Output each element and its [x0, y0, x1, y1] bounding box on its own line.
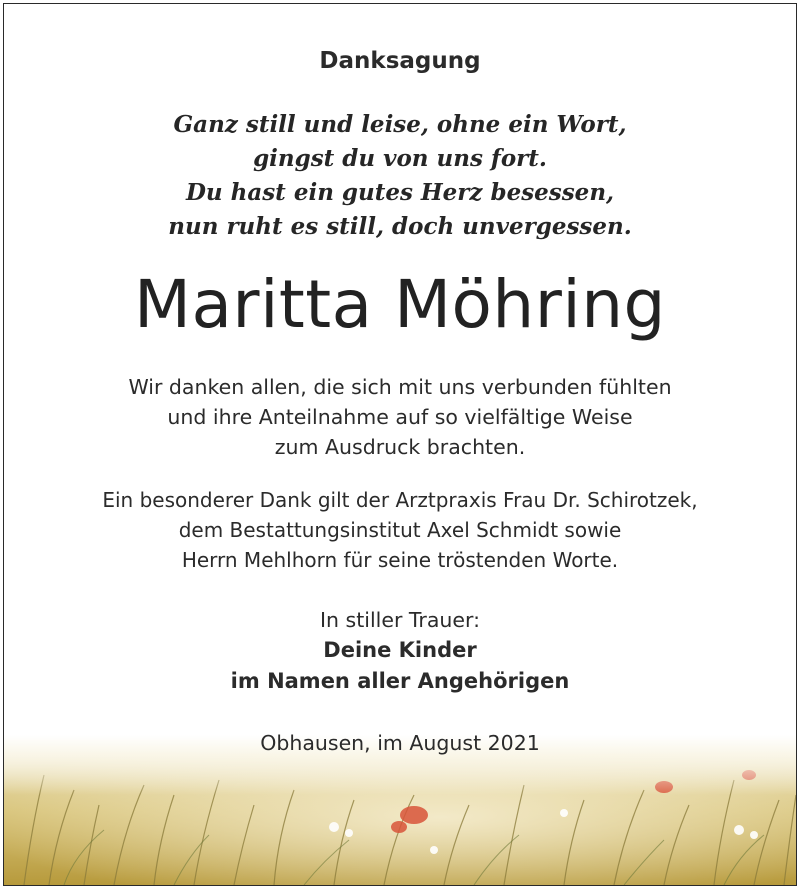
poem: [4, 108, 796, 244]
poem-line: Du hast ein gutes Herz besessen,: [185, 179, 615, 206]
poem-line: Ganz still und leise, ohne ein Wort,: [173, 111, 627, 138]
obituary-card: [3, 3, 797, 886]
text-line: Herrn Mehlhorn für seine tröstenden Worte.: [181, 548, 619, 572]
signoff-mourners: Deine Kinder: [323, 638, 477, 662]
poem-line: nun ruht es still, doch unvergessen.: [168, 213, 632, 240]
signoff-relatives: im Namen aller Angehörigen: [230, 669, 570, 693]
text-line: und ihre Anteilnahme auf so vielfältige Weise: [167, 405, 633, 429]
text-line: Ein besonderer Dank gilt der Arztpraxis Frau Dr. Schirotzek,: [102, 488, 698, 512]
text-line: dem Bestattungsinstitut Axel Schmidt sowie: [178, 518, 622, 542]
text-line: zum Ausdruck brachten.: [274, 435, 526, 459]
poem-line: gingst du von uns fort.: [253, 145, 547, 172]
heading: Danksagung: [319, 48, 481, 74]
signoff: [4, 605, 796, 697]
text-line: Wir danken allen, die sich mit uns verbunden fühlten: [128, 375, 672, 399]
thanks-paragraph: [4, 372, 796, 462]
deceased-name: Maritta Möhring: [134, 266, 666, 343]
special-thanks-paragraph: [4, 485, 796, 575]
signoff-intro: In stiller Trauer:: [320, 608, 480, 632]
dateline: Obhausen, im August 2021: [260, 731, 540, 755]
